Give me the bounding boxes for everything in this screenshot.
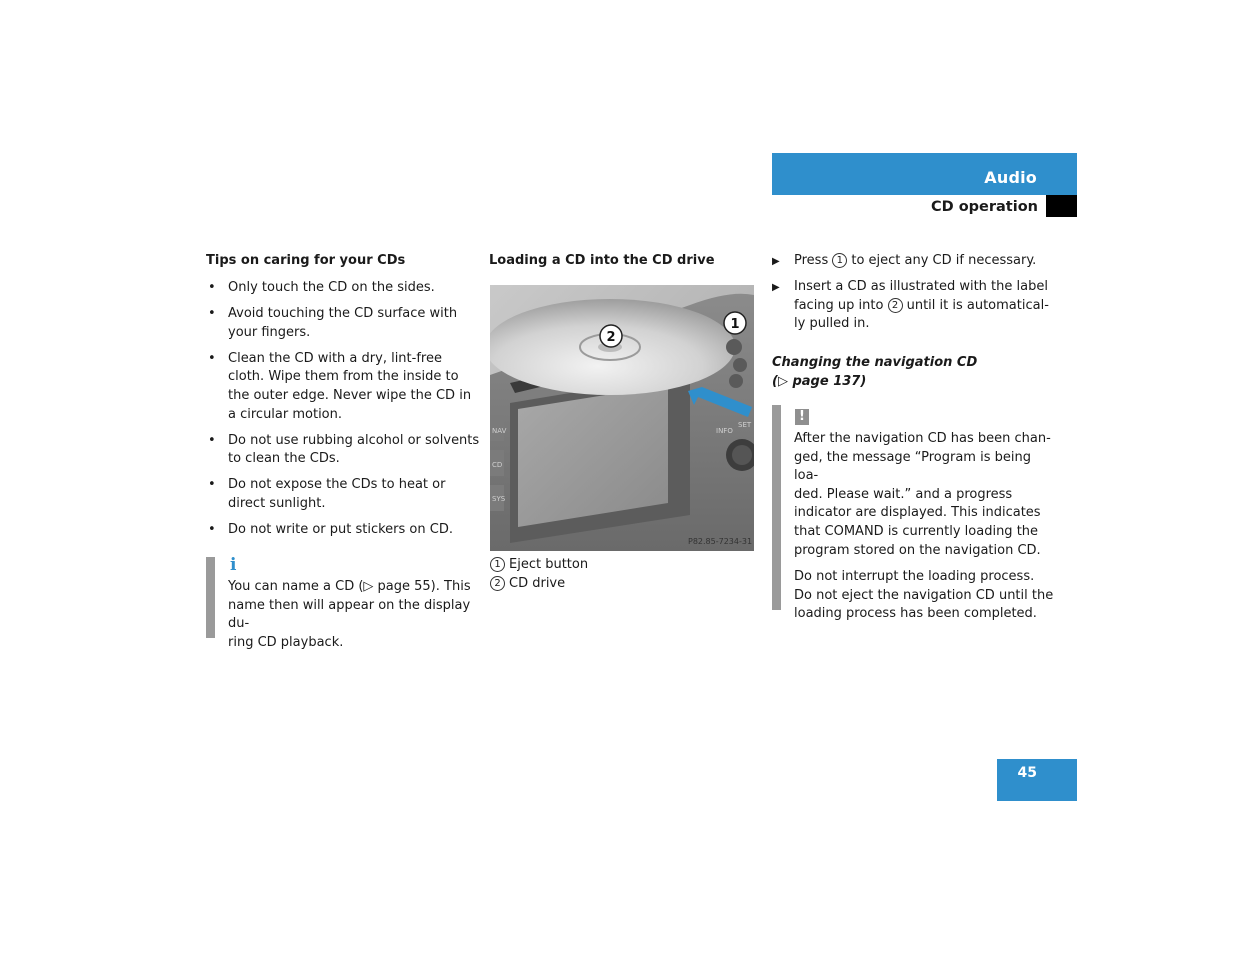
button-label: INFO [716,427,733,435]
figure-code: P82.85-7234-31 [688,537,753,546]
legend-item: 1 Eject button [490,556,588,575]
info-icon: i [230,555,237,575]
figure-legend [490,556,588,593]
info-box-bar [206,557,215,638]
button-label: NAV [492,427,507,435]
list-item: • Do not write or put stickers on CD. [206,521,481,540]
section-title: Audio [984,168,1037,187]
cd-drive-figure [490,285,754,551]
nav-cd-heading: Changing the navigation CD (▷ page 137) [772,355,978,389]
page-number-box [997,759,1077,801]
page-number: 45 [1017,765,1037,781]
button-label: SET [738,421,752,429]
step-2: ▶ Insert a CD as illustrated with the label facing up into 2 until it is automatical- ly pulled in. [772,279,1049,332]
warning-box-bar [772,405,781,610]
legend-item: 2 CD drive [490,575,588,594]
warning-icon: ! [795,409,809,425]
callout-1-label: 1 [730,317,740,332]
list-item: • Do not expose the CDs to heat or direct sunlight. [206,476,481,513]
callout-2-label: 2 [606,330,616,345]
list-item: • Clean the CD with a dry, lint-free cloth. Wipe them from the inside to the outer edge. Never wipe the CD in a circular motion. [206,350,481,424]
col2-heading: Loading a CD into the CD drive [489,253,715,268]
warning-text: After the navigation CD has been chan- ged, the message “Program is being loa- ded. Please wait.” and a progress indicator are displayed. This indicates that COMAND is currently loading the program stored on the navigation CD. Do not interrupt the loading process. Do not eject the navigation CD until the loading process has been completed. [794,431,1054,622]
info-text: You can name a CD (▷ page 55). This name then will appear on the display du- ring CD playback. [228,579,471,650]
step-arrow-icon: ▶ [772,256,780,267]
list-item: • Only touch the CD on the sides. [206,279,481,298]
step-arrow-icon: ▶ [772,282,780,293]
list-item: • Do not use rubbing alcohol or solvents to clean the CDs. [206,432,481,469]
subsection-title: CD operation [930,199,1038,215]
care-tips-list [206,279,481,547]
section-header-bar [772,153,1077,195]
button-label: SYS [492,495,506,503]
cd-drive-illustration [490,285,754,551]
button-label: CD [492,461,503,469]
step-1: ▶ Press 1 to eject any CD if necessary. [772,252,1052,271]
subsection-marker [1046,195,1077,217]
list-item: • Avoid touching the CD surface with your fingers. [206,305,481,342]
col1-heading: Tips on caring for your CDs [206,253,406,268]
